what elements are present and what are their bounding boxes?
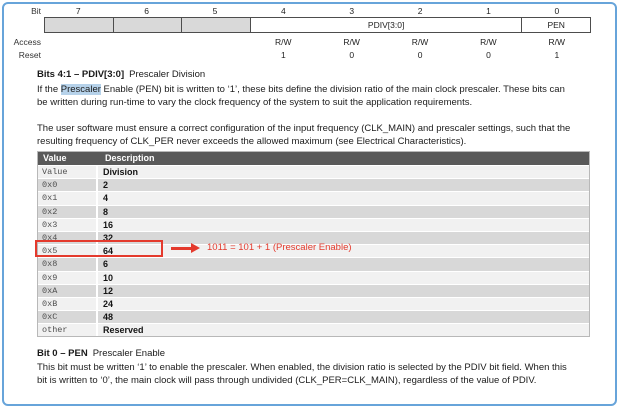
description-cell: 8 [103,206,109,217]
reset-row [3,49,593,61]
bit-number-2: 2 [417,5,423,16]
description-cell: 24 [103,298,114,309]
red-highlight-rectangle [35,240,163,257]
value-table-row [38,323,589,336]
description-cell: 10 [103,272,114,283]
value-column-header: Value [43,153,67,163]
value-cell: 0x8 [38,258,98,270]
description-cell: Reserved [103,325,144,336]
pdiv-field-cell: PDIV[3:0] [251,18,523,32]
description-column-header: Description [105,153,155,163]
description-cell: Division [103,167,139,177]
description-cell: 16 [103,219,114,230]
value-cell: 0x2 [38,206,98,218]
pdiv-heading-title: Prescaler Division [129,69,206,80]
access-bit3: R/W [343,37,360,47]
value-table-row [38,310,589,323]
value-cell: 0xC [38,311,98,323]
register-bit-table [3,4,593,61]
access-bit2: R/W [411,37,429,47]
value-table-row [38,257,589,270]
access-bit4: R/W [275,37,292,47]
value-cell: 0x4 [38,232,98,244]
value-cell: 0x9 [38,272,98,284]
description-cell: 32 [103,232,114,243]
value-cell: 0x0 [38,179,98,191]
access-bit0: R/W [548,37,566,47]
pen-field-cell: PEN [547,20,565,30]
pen-heading-bit: Bit 0 – PEN [37,348,88,359]
pdiv-section-heading [37,69,205,80]
highlighted-word-prescaler: Prescaler [60,84,101,95]
reset-bit0: 1 [554,50,560,60]
reserved-bit6-cell [114,18,183,32]
value-cell: 0x5 [38,245,98,257]
bit-number-1: 1 [486,5,491,16]
bit-number-5: 5 [212,5,218,16]
access-bit1: R/W [480,37,497,47]
bit-number-6: 6 [144,5,149,16]
pdiv-paragraph-2: The user software must ensure a correct configuration of the input frequency (CLK_MAIN) and prescaler settings, such that the resulting frequency of CLK_PER never exceeds the allowed maximum (see Electrical Characteristics). [37,123,571,147]
bit-row-label: Bit [31,5,41,16]
description-cell: 12 [103,285,114,296]
pen-heading-title: Prescaler Enable [92,348,166,359]
value-table-row [38,165,589,178]
reset-bit4: 1 [280,50,286,60]
value-cell: 0x3 [38,219,98,231]
value-cell: 0xA [38,285,98,297]
reserved-bit7-cell [45,18,114,32]
value-table-row [38,178,589,191]
value-cell: Value [38,166,98,178]
table-header-row [38,152,589,165]
description-cell: 64 [103,246,114,257]
reset-row-label: Reset [18,50,41,60]
pen-section-heading [37,348,165,359]
value-table-row [38,284,589,297]
description-cell: 48 [103,312,114,323]
reset-bit3: 0 [349,50,355,60]
bit-number-4: 4 [280,5,286,16]
reserved-bit5-cell [182,18,251,32]
description-cell: 4 [103,193,109,204]
value-table-row [38,297,589,310]
value-table-row [38,205,589,218]
value-table-row [38,271,589,284]
bit-field-cells [44,17,591,33]
bit-number-7: 7 [75,5,81,16]
description-cell: 6 [103,259,109,270]
bit-numbers [44,6,591,16]
pdiv-heading-bits: Bits 4:1 – PDIV[3:0] [37,69,125,80]
value-cell: other [38,324,98,336]
reset-bit2: 0 [417,50,423,60]
reset-bit1: 0 [486,50,491,60]
access-row-label: Access [13,37,41,47]
red-annotation-text: 1011 = 101 + 1 (Prescaler Enable) [207,242,352,253]
red-arrow-head-icon [191,243,200,253]
value-table-row [38,191,589,204]
red-arrow-line [171,247,192,250]
bit-number-0: 0 [554,5,560,16]
description-cell: 2 [103,180,109,191]
reset-values [44,50,591,60]
value-table-row [38,218,589,231]
pen-paragraph-1: This bit must be written ‘1’ to enable the prescaler. When enabled, the division ratio is selected by the PDIV bit field. When this bit is written to ‘0’, the main clock will pass through undivided (CLK_PER=CLK_MAIN), regardless of the value of PDIV. [37,362,567,386]
access-row [3,36,593,48]
value-cell: 0xB [38,298,98,310]
bit-number-3: 3 [349,5,355,16]
value-cell: 0x1 [38,192,98,204]
pdiv-paragraph-1: If the Prescaler Enable (PEN) bit is written to ‘1’, these bits define the division ratio of the main clock prescaler. These bits can be written during run-time to vary the clock frequency of the system to suit the application requirements. [37,84,565,108]
bit-field-row [3,17,593,33]
bit-number-row [3,4,593,17]
access-values [44,37,591,47]
